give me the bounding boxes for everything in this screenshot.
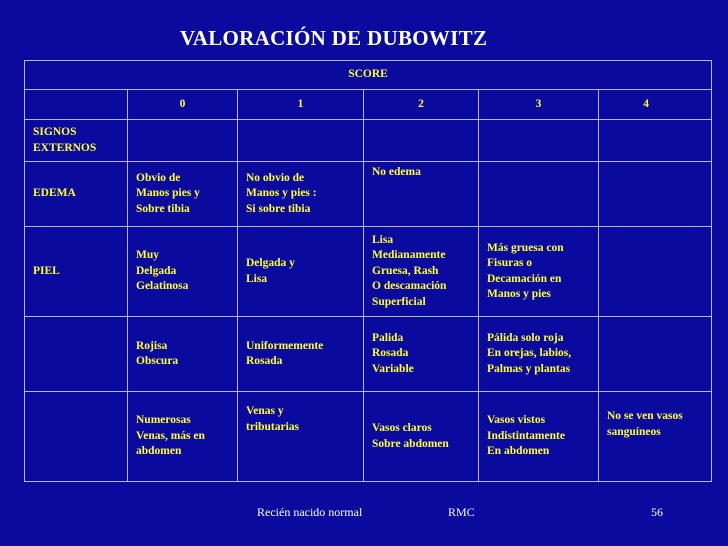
table-cell [599, 227, 712, 317]
score-3: 3 [479, 90, 599, 120]
slide-number: 56 [651, 505, 663, 519]
table-row [25, 317, 712, 392]
table-cell: Vasos claros Sobre abdomen [364, 392, 479, 482]
table-cell: Palida Rosada Variable [364, 317, 479, 392]
table-row [25, 392, 712, 482]
table-cell: Numerosas Venas, más en abdomen [128, 392, 238, 482]
table-cell: Pálida solo roja En orejas, labios, Palmas y plantas [479, 317, 599, 392]
score-values-row [25, 90, 712, 120]
score-1: 1 [238, 90, 364, 120]
table-cell: Obvio de Manos pies y Sobre tibia [128, 162, 238, 227]
score-corner-cell [25, 90, 128, 120]
footer-author: RMC [448, 505, 475, 519]
section-row [25, 120, 712, 162]
row-label-piel: PIEL [25, 227, 128, 317]
table-cell [599, 317, 712, 392]
table-row [25, 227, 712, 317]
score-2: 2 [364, 90, 479, 120]
row-label [25, 392, 128, 482]
table-cell: Vasos vistos Indistintamente En abdomen [479, 392, 599, 482]
table-cell: Muy Delgada Gelatinosa [128, 227, 238, 317]
table-cell: No edema [364, 162, 479, 227]
table-cell: Delgada y Lisa [238, 227, 364, 317]
table-cell [479, 162, 599, 227]
table-row [25, 162, 712, 227]
section-label: SIGNOS EXTERNOS [25, 120, 128, 162]
table-cell: Lisa Medianamente Gruesa, Rash O descamación Superficial [364, 227, 479, 317]
table-cell: Rojisa Obscura [128, 317, 238, 392]
table-cell [599, 162, 712, 227]
row-label-edema: EDEMA [25, 162, 128, 227]
table-cell: Más gruesa con Fisuras o Decamación en Manos y pies [479, 227, 599, 317]
table-cell: Venas y tributarias [238, 392, 364, 482]
slide-title: VALORACIÓN DE DUBOWITZ [180, 26, 488, 50]
table-cell: No se ven vasos sanguíneos [599, 392, 712, 482]
footer-title: Recién nacido normal [257, 505, 363, 519]
table-cell: No obvio de Manos y pies : Si sobre tibia [238, 162, 364, 227]
row-label [25, 317, 128, 392]
score-header: SCORE [25, 61, 712, 90]
score-header-row [25, 61, 712, 90]
score-4: 4 [599, 90, 712, 120]
table-cell: Uniformemente Rosada [238, 317, 364, 392]
score-0: 0 [128, 90, 238, 120]
dubowitz-table [24, 60, 712, 482]
